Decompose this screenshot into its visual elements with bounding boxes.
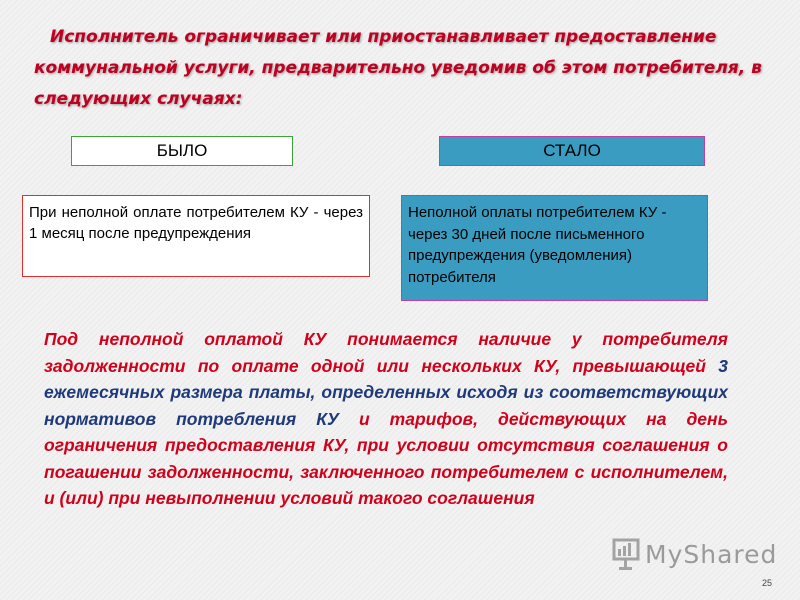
label-new-text: СТАЛО [543,141,601,160]
label-new [439,136,705,166]
new-rule-text: Неполной оплаты потребителем КУ - через 30 дней после письменного предупреждения (уведомления) потребителя [408,204,667,286]
definition-paragraph [44,326,728,512]
definition-part-3: и тарифов, действующих на день ограничения предоставления КУ, при условии отсутствия соглашения о погашении задолженности, заключенного потребителем с исполнителем, и (или) при невыполнении условий такого соглашения [44,408,728,508]
page-number: 25 [762,578,773,588]
old-rule-box [22,195,370,277]
new-rule-box [401,195,708,301]
definition-part-1: Под неполной оплатой КУ понимается наличие у потребителя задолженности по оплате одной или нескольких КУ, превышающей [44,329,728,376]
old-rule-text: При неполной оплате потребителем КУ - через 1 месяц после предупреждения [29,204,363,242]
watermark-text: MyShared [645,539,778,569]
presentation-board-icon [611,537,641,571]
myshared-watermark [611,537,778,571]
definition-part-2: 3 ежемесячных размера платы, определенных исходя из соответствующих нормативов потребления КУ [44,355,728,429]
label-old-text: БЫЛО [156,141,208,160]
slide-title: Исполнитель ограничивает или приостанавливает предоставление коммунальной услуги, предварительно уведомив об этом потребителя, в следующих случаях: [34,27,762,109]
label-old [71,136,293,166]
